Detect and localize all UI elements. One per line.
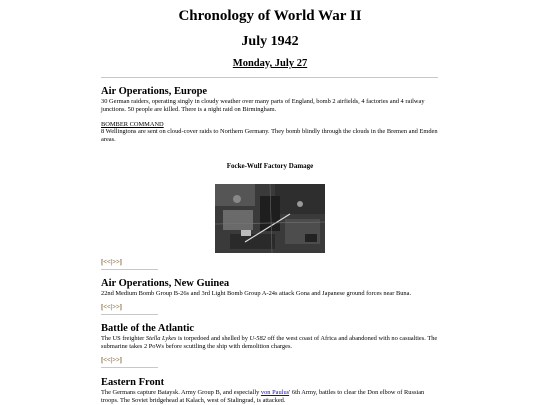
divider xyxy=(101,314,158,315)
nav-separator: | xyxy=(110,258,113,266)
nav-separator: | xyxy=(110,356,113,364)
subheading-bomber-command: BOMBER COMMAND xyxy=(101,121,164,128)
nav-bracket: [ xyxy=(101,303,104,311)
month-title: July 1942 xyxy=(241,34,299,49)
section-paragraph xyxy=(101,389,441,405)
divider xyxy=(101,269,158,270)
ship-name: Stella Lykes xyxy=(145,335,177,342)
section-nav xyxy=(101,303,122,311)
nav-bracket: ] xyxy=(119,356,122,364)
text-run: off the west coast of Africa and abandoned with no casualties. The submarine takes 2 PoWs before scuttling the ship with demolition charges. xyxy=(101,335,438,350)
section-heading-eastern-front: Eastern Front xyxy=(101,377,165,388)
section-paragraph xyxy=(101,335,441,351)
text-run: is torpedoed and shelled by xyxy=(176,335,250,342)
section-heading-air-europe: Air Operations, Europe xyxy=(101,86,208,97)
von-paulus-link[interactable]: von Paulus xyxy=(260,389,290,396)
nav-bracket: ] xyxy=(119,303,122,311)
text-run: ' 6th Army, battles to clear the Don elbow of Russian troops. The Soviet bridgehead at Kalach, west of Stalingrad, is attacked. xyxy=(101,389,425,404)
divider xyxy=(101,367,158,368)
section-nav xyxy=(101,356,122,364)
submarine-name: U-582 xyxy=(249,335,266,342)
date-title: Monday, July 27 xyxy=(232,58,308,69)
nav-separator: | xyxy=(110,303,113,311)
section-heading-air-new-guinea: Air Operations, New Guinea xyxy=(101,278,230,289)
next-link[interactable]: >> xyxy=(112,258,120,266)
prev-link[interactable]: << xyxy=(103,258,111,266)
nav-bracket: ] xyxy=(119,258,122,266)
divider xyxy=(101,77,438,78)
prev-link[interactable]: << xyxy=(103,356,111,364)
section-paragraph: 8 Wellingtons are sent on cloud-cover raids to Northern Germany. They bomb blindly through the clouds in the Bremen and Emden areas. xyxy=(101,128,438,143)
next-link[interactable]: >> xyxy=(112,303,120,311)
text-run: The US freighter xyxy=(101,335,146,342)
figure-caption: Focke-Wulf Factory Damage xyxy=(226,162,314,170)
nav-bracket: [ xyxy=(101,258,104,266)
aerial-photo-image xyxy=(215,184,325,253)
prev-link[interactable]: << xyxy=(103,303,111,311)
section-heading-atlantic: Battle of the Atlantic xyxy=(101,323,195,334)
aerial-photo xyxy=(215,184,325,253)
next-link[interactable]: >> xyxy=(112,356,120,364)
section-nav xyxy=(101,258,122,266)
section-paragraph: 22nd Medium Bomb Group B-26s and 3rd Light Bomb Group A-24s attack Gona and Japanese ground forces near Buna. xyxy=(101,290,412,297)
page-title: Chronology of World War II xyxy=(178,8,362,24)
section-paragraph: 30 German raiders, operating singly in cloudy weather over many parts of England, bomb 2 airfields, 4 factories and 4 railway junctions. 50 people are killed. There is a night raid on Birmingham. xyxy=(101,98,425,113)
text-run: The Germans capture Bataysk. Army Group B, and especially xyxy=(101,389,261,396)
nav-bracket: [ xyxy=(101,356,104,364)
